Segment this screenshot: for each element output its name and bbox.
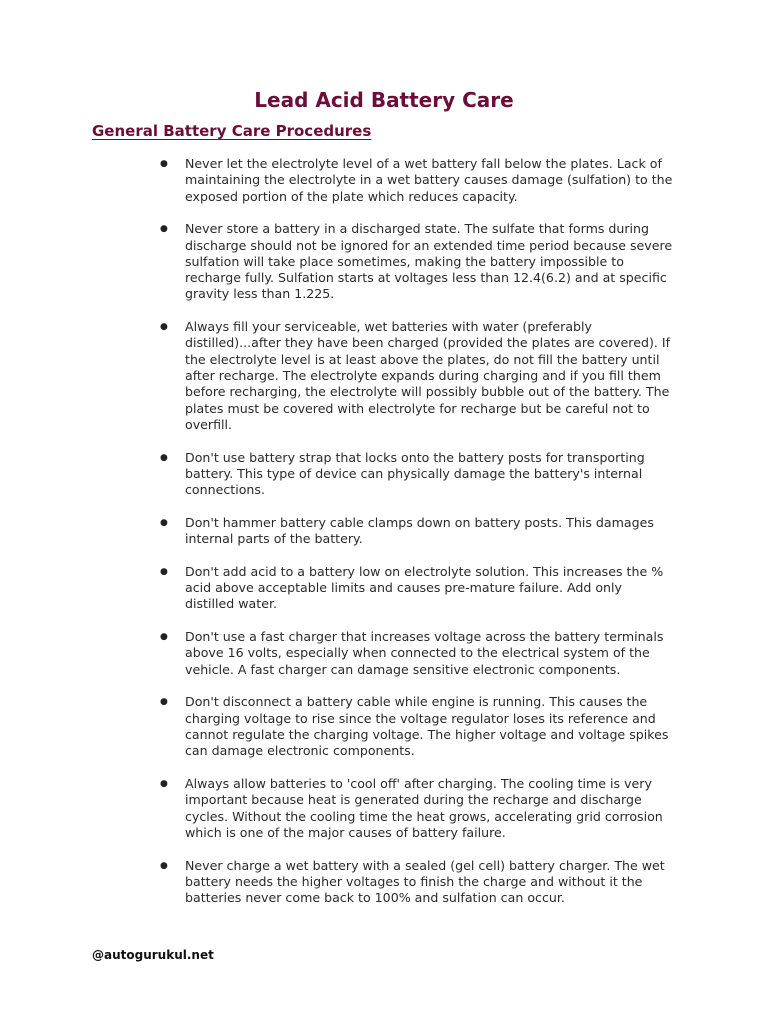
bullet-icon: ●: [160, 860, 168, 871]
care-procedures-list: [160, 156, 675, 923]
list-item: [160, 694, 675, 759]
list-item-text: Don't hammer battery cable clamps down on battery posts. This damages internal parts of the battery.: [185, 514, 654, 547]
list-item: [160, 515, 675, 548]
bullet-icon: ●: [160, 632, 168, 643]
list-item: [160, 450, 675, 499]
list-item-text: Never let the electrolyte level of a wet battery fall below the plates. Lack of maintaining the electrolyte in a wet battery causes damage (sulfation) to the exposed portion of the plate which reduces capacity.: [185, 156, 673, 204]
list-item-text: Don't use a fast charger that increases voltage across the battery terminals above 16 volts, especially when connected to the electrical system of the vehicle. A fast charger can damage sensitive electronic components.: [185, 629, 664, 677]
bullet-icon: ●: [160, 779, 168, 790]
bullet-icon: ●: [160, 452, 168, 463]
list-item-text: Don't disconnect a battery cable while engine is running. This causes the charging voltage to rise since the voltage regulator loses its reference and cannot regulate the charging voltage. The higher voltage and voltage spikes can damage electronic components.: [185, 694, 669, 759]
list-item-text: Always allow batteries to 'cool off' after charging. The cooling time is very important because heat is generated during the recharge and discharge cycles. Without the cooling time the heat grows, accelerating grid corrosion which is one of the major causes of battery failure.: [185, 776, 663, 840]
list-item-text: Never store a battery in a discharged state. The sulfate that forms during discharge should not be ignored for an extended time period because severe sulfation will take place sometimes, making the battery impossible to recharge fully. Sulfation starts at voltages less than 12.4(6.2) and at specific gravity less than 1.225.: [185, 221, 673, 302]
document-title: Lead Acid Battery Care: [254, 88, 514, 112]
list-item: [160, 564, 675, 613]
list-item: [160, 858, 675, 907]
bullet-icon: ●: [160, 697, 168, 708]
bullet-icon: ●: [160, 224, 168, 235]
bullet-icon: ●: [160, 517, 168, 528]
section-heading: General Battery Care Procedures: [92, 122, 372, 140]
list-item: [160, 319, 675, 433]
footer-website: @autogurukul.net: [92, 948, 214, 962]
list-item-text: Never charge a wet battery with a sealed (gel cell) battery charger. The wet battery needs the higher voltages to finish the charge and without it the batteries never come back to 100% and sulfation can occur.: [185, 857, 665, 906]
list-item-text: Don't use battery strap that locks onto the battery posts for transporting battery. This type of device can physically damage the battery's internal connections.: [185, 449, 645, 498]
list-item: [160, 776, 675, 841]
bullet-icon: ●: [160, 159, 168, 169]
list-item: [160, 629, 675, 678]
bullet-icon: ●: [160, 566, 168, 577]
bullet-icon: ●: [160, 322, 168, 333]
list-item-text: Always fill your serviceable, wet batteries with water (preferably distilled)...after they have been charged (provided the plates are covered). If the electrolyte level is at least above the plates, do not fill the battery until after recharge. The electrolyte expands during charging and if you fill them before recharging, the electrolyte will possibly bubble out of the battery. The plates must be covered with electrolyte for recharge but be careful not to overfill.: [185, 319, 671, 432]
list-item: [160, 221, 675, 302]
list-item-text: Don't add acid to a battery low on electrolyte solution. This increases the % acid above acceptable limits and causes pre-mature failure. Add only distilled water.: [185, 563, 664, 612]
list-item: [160, 156, 675, 205]
